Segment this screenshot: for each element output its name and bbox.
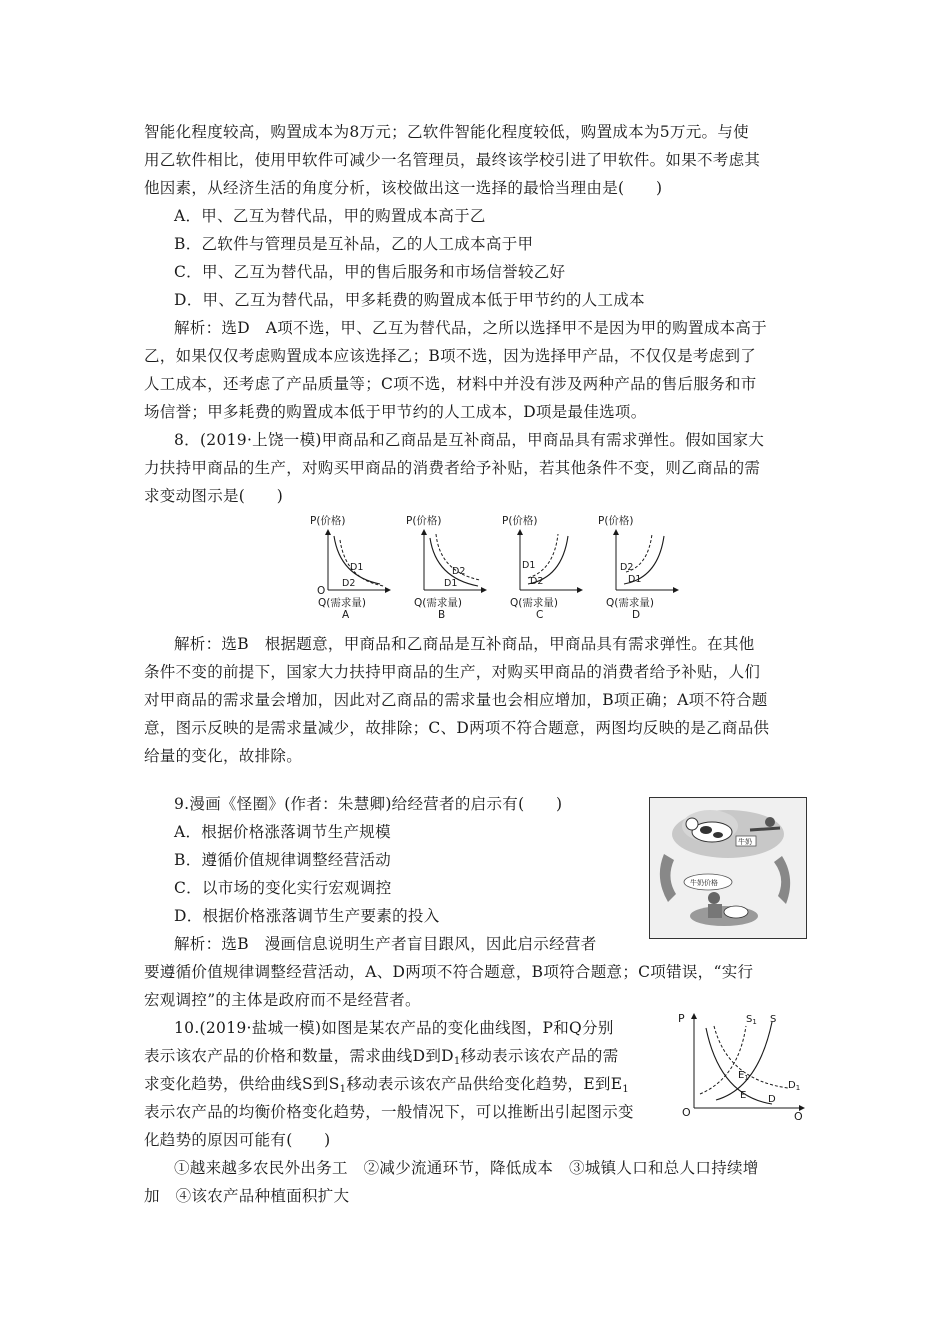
q9-option-c: C．以市场的变化实行宏观调控 [174,879,392,897]
svg-text:Q(需求量): Q(需求量) [606,597,654,609]
e1-label: $E_1$ [738,1070,749,1082]
q10-stem-line-3: 求变化趋势，供给曲线S到$S_1$移动表示该农产品供给变化趋势，E到$E_1$ [144,1075,630,1095]
q10-stem-line-4: 表示农产品的均衡价格变化趋势，一般情况下，可以推断出引起图示变 [144,1103,634,1121]
q8-stem-line-1: 8．(2019·上饶一模)甲商品和乙商品是互补商品，甲商品具有需求弹性。假如国家大 [174,431,765,449]
svg-text:P(价格): P(价格) [502,515,538,527]
q9-analysis-line-2: 要遵循价值规律调整经营活动，A、D两项不符合题意，B项符合题意；C项错误，“实行 [144,963,754,981]
q9-analysis-line-3: 宏观调控”的主体是政府而不是经营者。 [144,991,421,1009]
origin-label: O [682,1106,691,1119]
q7-option-c: C．甲、乙互为替代品，甲的售后服务和市场信誉较乙好 [174,263,566,281]
q7-stem-line-1: 智能化程度较高，购置成本为8万元；乙软件智能化程度较低，购置成本为5万元。与使 [144,123,749,141]
p-axis-label: P [678,1012,685,1025]
q7-analysis-line-4: 场信誉；甲多耗费的购置成本低于甲节约的人工成本，D项是最佳选项。 [144,403,647,421]
q10-choices-line-2: 加 ④该农产品种植面积扩大 [144,1187,350,1205]
q9-stem: 9.漫画《怪圈》(作者：朱慧卿)给经营者的启示有( ) [174,795,563,813]
q7-option-b: B．乙软件与管理员是互补品，乙的人工成本高于甲 [174,235,534,253]
q8-analysis-line-1: 解析：选B 根据题意，甲商品和乙商品是互补商品，甲商品具有需求弹性。在其他 [174,635,755,653]
q7-stem-line-2: 用乙软件相比，使用甲软件可减少一名管理员，最终该学校引进了甲软件。如果不考虑其 [144,151,761,169]
q7-analysis-line-3: 人工成本，还考虑了产品质量等；C项不选，材料中并没有涉及两种产品的售后服务和市 [144,375,757,393]
svg-text:D1: D1 [522,560,536,571]
q9-option-a: A．根据价格涨落调节生产规模 [174,823,391,841]
svg-text:D1: D1 [444,578,458,589]
q8-graph-c [502,514,582,621]
q8-analysis-line-4: 意，图示反映的是需求量减少，故排除；C、D两项不符合题意，两图均反映的是乙商品供 [144,719,770,737]
s1-label: $S_1$ [746,1014,757,1026]
origin-label: O [317,585,326,597]
curve-label-bottom: D2 [342,578,356,589]
comic-banner-text: 牛奶价格 [690,879,718,887]
svg-text:Q(需求量): Q(需求量) [414,597,462,609]
comic-tag-text: 牛奶 [738,838,752,846]
s-label: S [770,1014,777,1025]
svg-text:D: D [632,609,641,621]
svg-text:D2: D2 [530,576,544,587]
q8-demand-graphs [300,510,690,622]
comic-illustration [650,798,805,937]
svg-text:D2: D2 [620,562,634,573]
q7-option-a: A．甲、乙互为替代品，甲的购置成本高于乙 [174,207,486,225]
q8-analysis-line-5: 给量的变化，故排除。 [144,747,303,765]
e-label: E [740,1090,747,1101]
q8-stem-line-3: 求变动图示是( ) [144,487,284,505]
q10-choices-line-1: ①越来越多农民外出务工 ②减少流通环节，降低成本 ③城镇人口和总人口持续增 [174,1159,759,1177]
q9-option-b: B．遵循价值规律调整经营活动 [174,851,392,869]
x-axis-label: Q(需求量) [318,597,366,609]
y-axis-label: P(价格) [310,515,346,527]
svg-text:C: C [536,609,544,621]
q8-stem-line-2: 力扶持甲商品的生产，对购买甲商品的消费者给予补贴，若其他条件不变，则乙商品的需 [144,459,761,477]
svg-text:D2: D2 [452,566,466,577]
q-axis-label: Q [794,1110,803,1120]
q10-stem-line-5: 化趋势的原因可能有( ) [144,1131,331,1149]
q7-analysis-line-1: 解析：选D A项不选，甲、乙互为替代品，之所以选择甲不是因为甲的购置成本高于 [174,319,768,337]
q9-analysis-line-1: 解析：选B 漫画信息说明生产者盲目跟风，因此启示经营者 [174,935,597,953]
q8-graph-a [310,514,390,621]
q8-graph-d [598,514,678,621]
q9-comic-image [649,797,807,939]
q8-analysis-line-2: 条件不变的前提下，国家大力扶持甲商品的生产，对购买甲商品的消费者给予补贴，人们 [144,663,761,681]
svg-text:P(价格): P(价格) [406,515,442,527]
svg-text:Q(需求量): Q(需求量) [510,597,558,609]
svg-text:B: B [438,609,446,621]
panel-letter: A [342,609,350,621]
q7-analysis-line-2: 乙，如果仅仅考虑购置成本应该选择乙；B项不选，因为选择甲产品，不仅仅是考虑到了 [144,347,757,365]
q8-analysis-line-3: 对甲商品的需求量会增加，因此对乙商品的需求量也会相应增加，B项正确；A项不符合题 [144,691,768,709]
q10-supply-demand-graph [676,1008,808,1120]
q7-option-d: D．甲、乙互为替代品，甲多耗费的购置成本低于甲节约的人工成本 [174,291,645,309]
d1-label: $D_1$ [788,1080,801,1092]
curve-label-top: D1 [350,562,364,573]
d-label: D [768,1094,776,1105]
q7-stem-line-3: 他因素，从经济生活的角度分析，该校做出这一选择的最恰当理由是( ) [144,179,663,197]
q9-option-d: D．根据价格涨落调节生产要素的投入 [174,907,440,925]
q10-stem-line-1: 10.(2019·盐城一模)如图是某农产品的变化曲线图，P和Q分别 [174,1019,614,1037]
svg-text:D1: D1 [628,574,642,585]
q10-stem-line-2: 表示该农产品的价格和数量，需求曲线D到$D_1$移动表示该农产品的需 [144,1047,619,1067]
svg-text:P(价格): P(价格) [598,515,634,527]
q8-graph-b [406,514,486,621]
